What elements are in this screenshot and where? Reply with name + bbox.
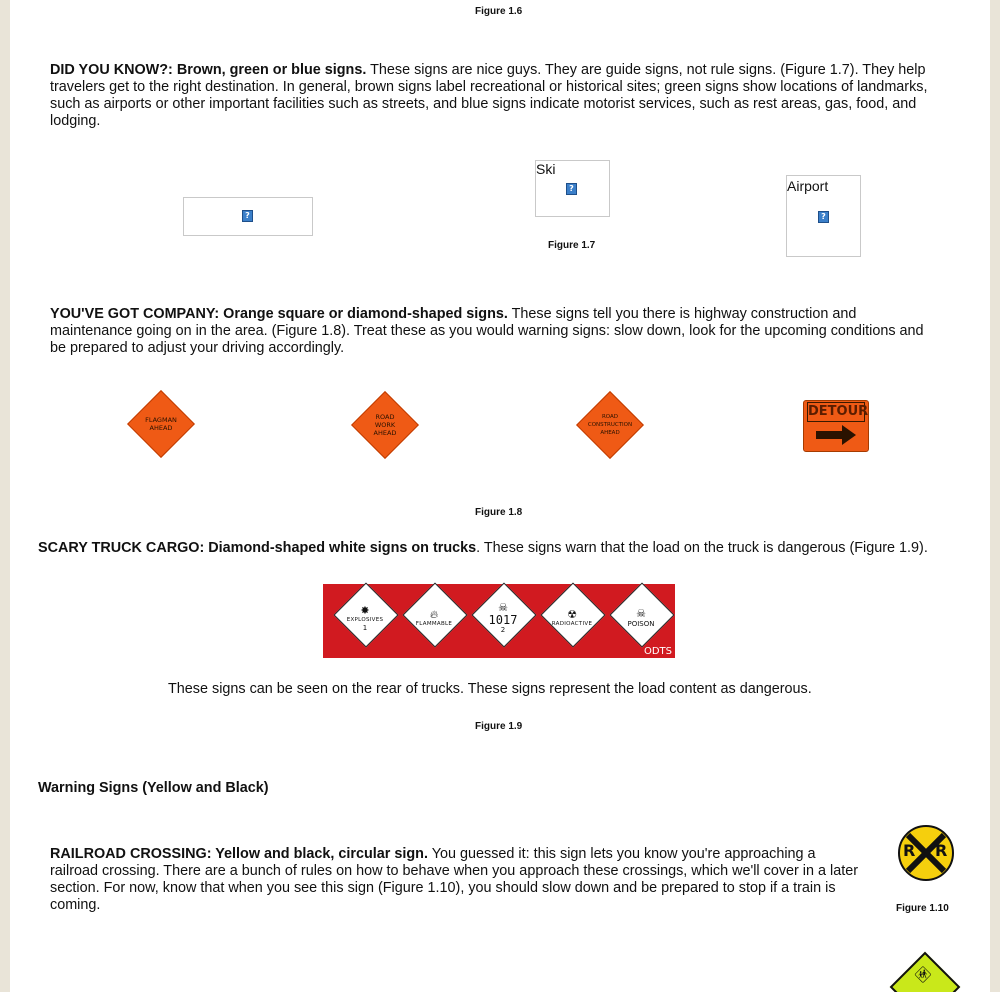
explosion-icon: ✸ <box>360 603 370 617</box>
broken-image-icon: ? <box>566 183 577 195</box>
hazmat-placards-image <box>323 584 675 658</box>
construction-signs-lead: YOU'VE GOT COMPANY: Orange square or diamond-shaped signs. <box>50 306 508 322</box>
poison-placard: ☠ POISON <box>627 607 655 628</box>
broken-image-icon: ? <box>242 210 253 222</box>
construction-signs-body: These signs tell you there is highway construction and maintenance going on in the area. (Figure 1.8). Treat these as you would warning signs: slow down, look for the upcoming conditions and be prepared to adjust your driving accordingly. <box>50 306 924 356</box>
cargo-signs-lead: SCARY TRUCK CARGO: Diamond-shaped white signs on trucks <box>38 540 477 556</box>
railroad-crossing-lead: RAILROAD CROSSING: Yellow and black, circular sign. <box>50 846 428 862</box>
skull-icon: ☠ <box>636 607 646 620</box>
green-sign-image-placeholder <box>535 160 610 217</box>
skull-icon: ☠ <box>498 601 508 614</box>
figure-1-9-caption: Figure 1.9 <box>475 721 523 732</box>
rr-right-letter: R <box>935 841 948 860</box>
figure-1-6-caption: Figure 1.6 <box>475 6 523 17</box>
cargo-signs-paragraph <box>38 540 978 557</box>
warning-signs-heading: Warning Signs (Yellow and Black) <box>38 780 269 796</box>
guide-signs-body: These signs are nice guys. They are guide signs, not rule signs. (Figure 1.7). They help travelers get to the right destination. In general, brown signs label recreational or historical sites; green signs show locations of landmarks, such as airports or other important facilities such as streets, and blue signs indicate motorist services, such as rest areas, gas, food, and lodging. <box>50 62 928 129</box>
detour-sign <box>803 400 869 452</box>
airport-alt-text: Airport <box>787 178 829 194</box>
figure-1-7-caption: Figure 1.7 <box>548 240 596 251</box>
road-construction-ahead-sign: ROAD CONSTRUCTION AHEAD <box>575 390 645 460</box>
un-number-placard: ☠ 1017 2 <box>488 601 518 634</box>
brown-sign-image-placeholder <box>183 197 313 236</box>
guide-signs-lead: DID YOU KNOW?: Brown, green or blue signs. <box>50 62 367 78</box>
railroad-crossing-paragraph <box>50 846 860 914</box>
arrow-right-icon <box>816 425 856 445</box>
ski-alt-text: Ski <box>536 161 556 177</box>
road-work-ahead-sign: ROAD WORK AHEAD <box>350 390 420 460</box>
construction-signs-paragraph <box>50 306 935 357</box>
rr-left-letter: R <box>903 841 916 860</box>
radioactive-placard: ☢ RADIOACTIVE <box>551 607 593 627</box>
flammable-placard: 🔥︎ FLAMMABLE <box>415 607 453 627</box>
flame-icon: 🔥︎ <box>429 607 439 621</box>
flagman-ahead-sign: FLAGMAN AHEAD <box>126 389 196 459</box>
odts-watermark: ODTS <box>643 646 672 657</box>
guide-signs-paragraph <box>50 62 930 130</box>
cargo-signs-body: . These signs warn that the load on the truck is dangerous (Figure 1.9). <box>476 540 928 556</box>
radioactive-icon: ☢ <box>567 607 577 621</box>
railroad-crossing-body: You guessed it: this sign lets you know you're approaching a railroad crossing. There are a bunch of rules on how to behave when you approach these crossings, which we'll cover in a later section. For now, know that when you see this sign (Figure 1.10), you should slow down and be prepared to stop if a train is coming. <box>50 846 859 913</box>
document-page <box>10 0 990 992</box>
explosives-placard: ✸ EXPLOSIVES 1 <box>346 603 384 632</box>
figure-1-8-caption: Figure 1.8 <box>475 507 523 518</box>
school-children-icon: 🚸︎ <box>912 967 934 984</box>
broken-image-icon: ? <box>818 211 829 223</box>
figure-1-9-note: These signs can be seen on the rear of trucks. These signs represent the load content as dangerous. <box>168 681 812 697</box>
blue-sign-image-placeholder <box>786 175 861 257</box>
railroad-crossing-sign <box>898 825 954 881</box>
figure-1-10-caption: Figure 1.10 <box>896 903 949 914</box>
detour-label: DETOUR <box>807 402 865 422</box>
